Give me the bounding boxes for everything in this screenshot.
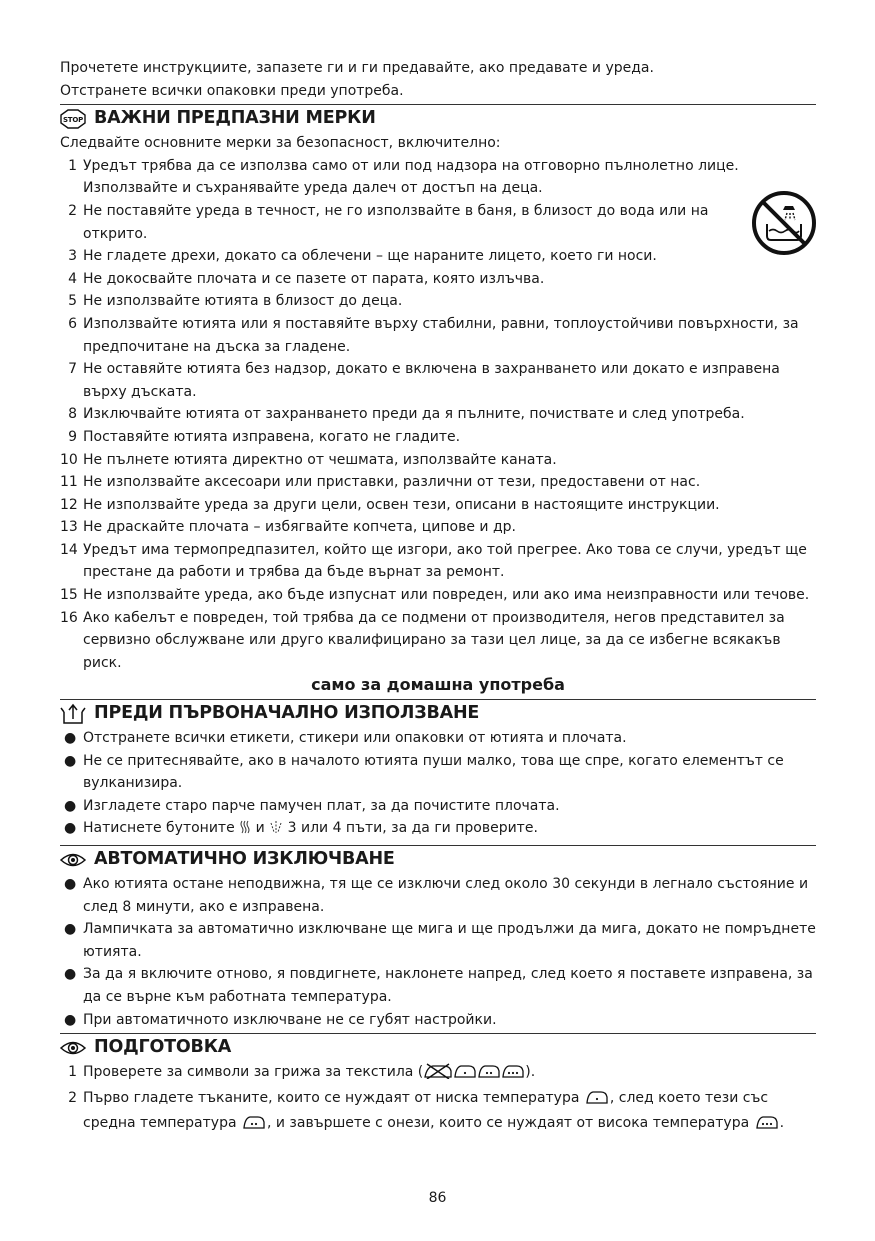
list-item: 4 Не докосвайте плочата и се пазете от парата, която излъчва. [68,270,545,287]
list-item: ● Изгладете старо парче памучен плат, за да почистите плочата. [64,797,560,814]
no-bath-water-icon [751,190,817,260]
unpack-box-icon [60,704,86,724]
section-title-auto-off: АВТОМАТИЧНО ИЗКЛЮЧВАНЕ [94,849,395,870]
list-item: ● Лампичката за автоматично изключване ще мига и ще продължи да мига, докато не помръднете ютията. [64,921,816,960]
list-item: 16 Ако кабелът е повреден, той трябва да се подмени от производителя, негов представител за сервизно обслужване или друго квалифицирано за тази цел лице, за да се избегне всякакъв риск. [60,609,785,671]
section-header-before-first-use [60,699,816,727]
list-item: 11 Не използвайте аксесоари или приставки, различни от тези, предоставени от нас. [60,474,701,491]
section-title-before-first-use: ПРЕДИ ПЪРВОНАЧАЛНО ИЗПОЛЗВАНЕ [94,703,480,724]
list-item: ● Не се притеснявайте, ако в началото ютията пуши малко, това ще спре, когато елементът се вулканизира. [64,752,784,792]
list-item: ● Натиснете бутоните и 3 или 4 пъти, за да ги проверите. [60,817,816,843]
iron-low-temp-icon [453,1063,477,1087]
list-item: 13 Не драскайте плочата – избягвайте копчета, ципове и др. [60,519,516,536]
spray-button-icon [269,819,283,843]
iron-low-temp-icon [584,1089,610,1113]
list-item: 9 Поставяйте ютията изправена, когато не гладите. [68,428,461,445]
section-header-preparation [60,1033,816,1061]
section-header-auto-off [60,845,816,873]
domestic-use-note: само за домашна употреба [311,675,565,695]
iron-medium-temp-icon [241,1114,267,1138]
list-item: 3 Не гладете дрехи, докато са облечени – ще нараните лицето, което ги носи. [68,248,657,265]
list-item: 8 Изключвайте ютията от захранването преди да я пълните, почиствате и след употреба. [68,406,745,423]
auto-off-list [60,873,816,1031]
intro-line-1: Прочетете инструкциите, запазете ги и ги предавайте, ако предавате и уреда. [60,60,654,76]
iron-high-temp-icon [501,1063,525,1087]
list-item: 12 Не използвайте уреда за други цели, освен тези, описани в настоящите инструкции. [60,496,720,513]
list-item: 15 Не използвайте уреда, ако бъде изпуснат или повреден, или ако има неизправности или течове. [60,587,810,604]
document-page [60,57,816,1138]
page-number: 86 [428,1190,447,1206]
list-item: 1 Проверете за символи за грижа за текстила ( ). [60,1061,816,1087]
section-title-preparation: ПОДГОТОВКА [94,1037,232,1058]
eye-icon [60,850,86,870]
list-item: ● Отстранете всички етикети, стикери или опаковки от ютията и плочата. [64,730,627,747]
safety-lead: Следвайте основните мерки за безопасност, включително: [60,135,501,152]
list-item: 14 Уредът има термопредпазител, който ще изгори, ако той прегрее. Ако това се случи, уредът ще престане да работи и трябва да бъде върнат за ремонт. [60,541,807,581]
list-item: 7 Не оставяйте ютията без надзор, докато е включена в захранването или докато е изправена върху дъската. [68,361,780,400]
list-item: 2 Първо гладете тъканите, които се нуждаят от ниска температура , след което тези със средна температура , и завършете с онези, които се нуждаят от висока температура . [60,1087,816,1138]
section-title-safety: ВАЖНИ ПРЕДПАЗНИ МЕРКИ [94,108,376,129]
stop-icon-text: STOP [62,115,84,124]
list-item: 2 Не поставяйте уреда в течност, не го използвайте в баня, в близост до вода или на открито. [68,202,709,242]
section-header-safety [60,104,816,132]
do-not-iron-icon [423,1063,453,1087]
before-first-use-list [60,727,816,843]
safety-list [60,155,816,675]
list-item: 6 Използвайте ютията или я поставяйте върху стабилни, равни, топлоустойчиви повърхности, за предпочитане на дъска за гладене. [68,315,799,355]
iron-medium-temp-icon [477,1063,501,1087]
steam-button-icon [239,819,251,843]
list-item: 10 Не пълнете ютията директно от чешмата, използвайте каната. [60,451,557,468]
list-item: 5 Не използвайте ютията в близост до деца. [68,293,403,310]
list-item: 1 Уредът трябва да се използва само от или под надзора на отговорно пълнолетно лице. Използвайте и съхранявайте уреда далеч от достъп на деца. [68,157,739,197]
list-item: ● За да я включите отново, я повдигнете, наклонете напред, след което я поставете изправена, за да се върне към работната температура. [64,966,813,1005]
list-item: ● Ако ютията остане неподвижна, тя ще се изключи след около 30 секунди в легнало състояние и след 8 минути, ако е изправена. [64,876,809,915]
list-item: ● При автоматичното изключване не се губят настройки. [64,1011,497,1028]
eye-icon [60,1038,86,1058]
iron-high-temp-icon [754,1114,780,1138]
intro-line-2: Отстранете всички опаковки преди употреба. [60,82,404,99]
stop-icon [60,109,86,129]
preparation-list [60,1061,816,1138]
